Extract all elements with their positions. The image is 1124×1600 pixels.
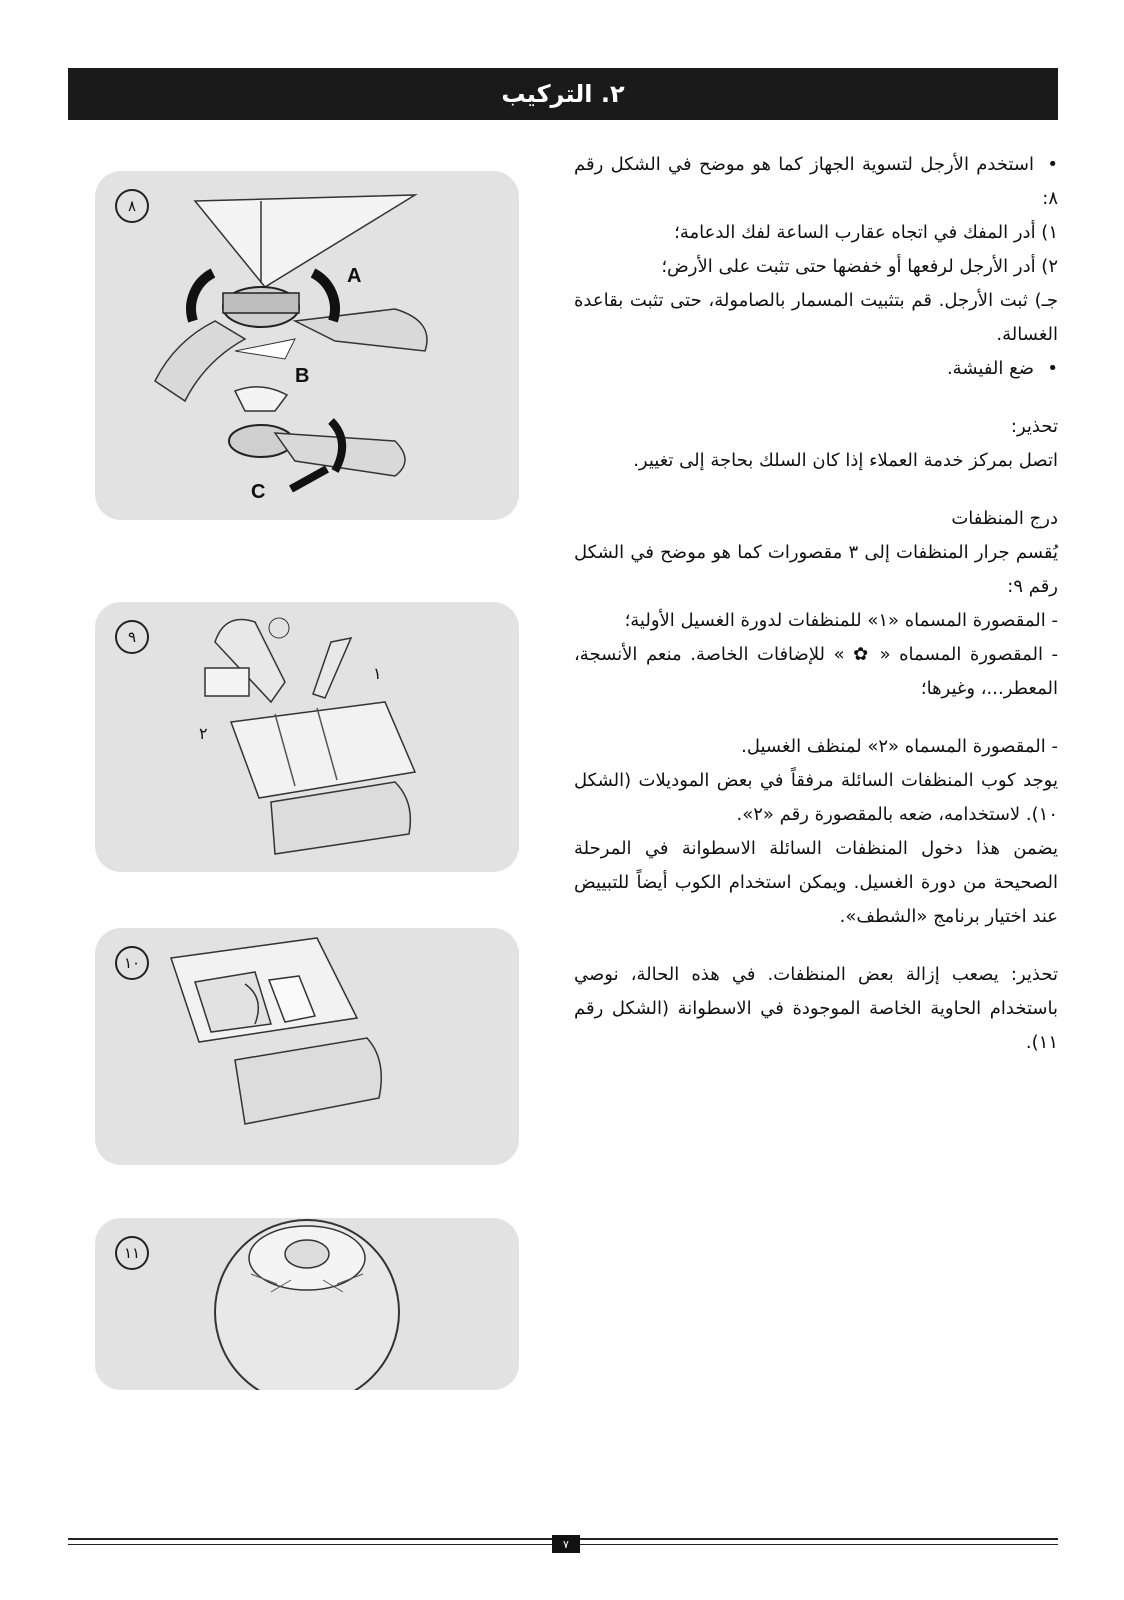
liquid-cup-note: يوجد كوب المنظفات السائلة مرفقاً في بعض الموديلات (الشكل ١٠). لاستخدامه، ضعه بالمقصورة رقم «٢».: [574, 770, 1058, 825]
instructions-column: [574, 148, 1058, 1060]
figure-8-panel: [95, 171, 519, 520]
warning-detergent: تحذير: يصعب إزالة بعض المنظفات. في هذه الحالة، نوصي باستخدام الحاوية الخاصة الموجودة في الاسطوانة (الشكل رقم ١١).: [574, 964, 1058, 1053]
compartment-2: - المقصورة المسماه «٢» لمنظف الغسيل.: [741, 736, 1058, 757]
figure-11-panel: [95, 1218, 519, 1390]
section-title: ٢. التركيب: [501, 80, 625, 108]
figure-8-number: ٨: [115, 189, 149, 223]
figure-11-number: ١١: [115, 1236, 149, 1270]
leveling-feet-illustration: [95, 171, 519, 520]
figure-10-number: ١٠: [115, 946, 149, 980]
bullet-plug: •ضع الفيشة.: [946, 358, 1058, 379]
compartment-label-2: ٢: [199, 724, 208, 743]
figure-9-panel: [95, 602, 519, 872]
liquid-cup-illustration: [95, 928, 519, 1165]
warning-heading: تحذير:: [1010, 416, 1058, 437]
figure-9-number: ٩: [115, 620, 149, 654]
step-2: ٢) أدر الأرجل لرفعها أو خفضها حتى تثبت على الأرض؛: [661, 256, 1058, 277]
bullet-legs: •استخدم الأرجل لتسوية الجهاز كما هو موضح في الشكل رقم ٨:: [574, 154, 1058, 209]
compartment-1: - المقصورة المسماه «١» للمنظفات لدورة الغسيل الأولية؛: [624, 610, 1058, 631]
compartment-flower: - المقصورة المسماه « ✿ » للإضافات الخاصة. منعم الأنسجة، المعطر...، وغيرها؛: [574, 644, 1058, 699]
label-b: B: [295, 365, 310, 387]
label-a: A: [347, 265, 362, 287]
bleach-ball-illustration: [95, 1218, 519, 1390]
compartment-label-1: ١: [373, 664, 382, 683]
drawer-heading: درج المنظفات: [951, 508, 1058, 529]
page-number: ٧: [552, 1535, 580, 1553]
section-header: [68, 68, 1058, 120]
warning-cable: اتصل بمركز خدمة العملاء إذا كان السلك بحاجة إلى تغيير.: [633, 450, 1058, 471]
figure-10-panel: [95, 928, 519, 1165]
drawer-intro: يُقسم جرار المنظفات إلى ٣ مقصورات كما هو موضح في الشكل رقم ٩:: [574, 542, 1059, 597]
label-c: C: [251, 481, 266, 503]
liquid-cup-usage: يضمن هذا دخول المنظفات السائلة الاسطوانة في المرحلة الصحيحة من دورة الغسيل. ويمكن استخدام الكوب أيضاً للتبييض عند اختيار برنامج «الشطف».: [574, 838, 1058, 927]
step-1: ١) أدر المفك في اتجاه عقارب الساعة لفك الدعامة؛: [674, 222, 1058, 243]
detergent-drawer-illustration: [95, 602, 519, 872]
step-3: جـ) ثبت الأرجل. قم بتثبيت المسمار بالصامولة، حتى تثبت بقاعدة الغسالة.: [574, 290, 1058, 345]
